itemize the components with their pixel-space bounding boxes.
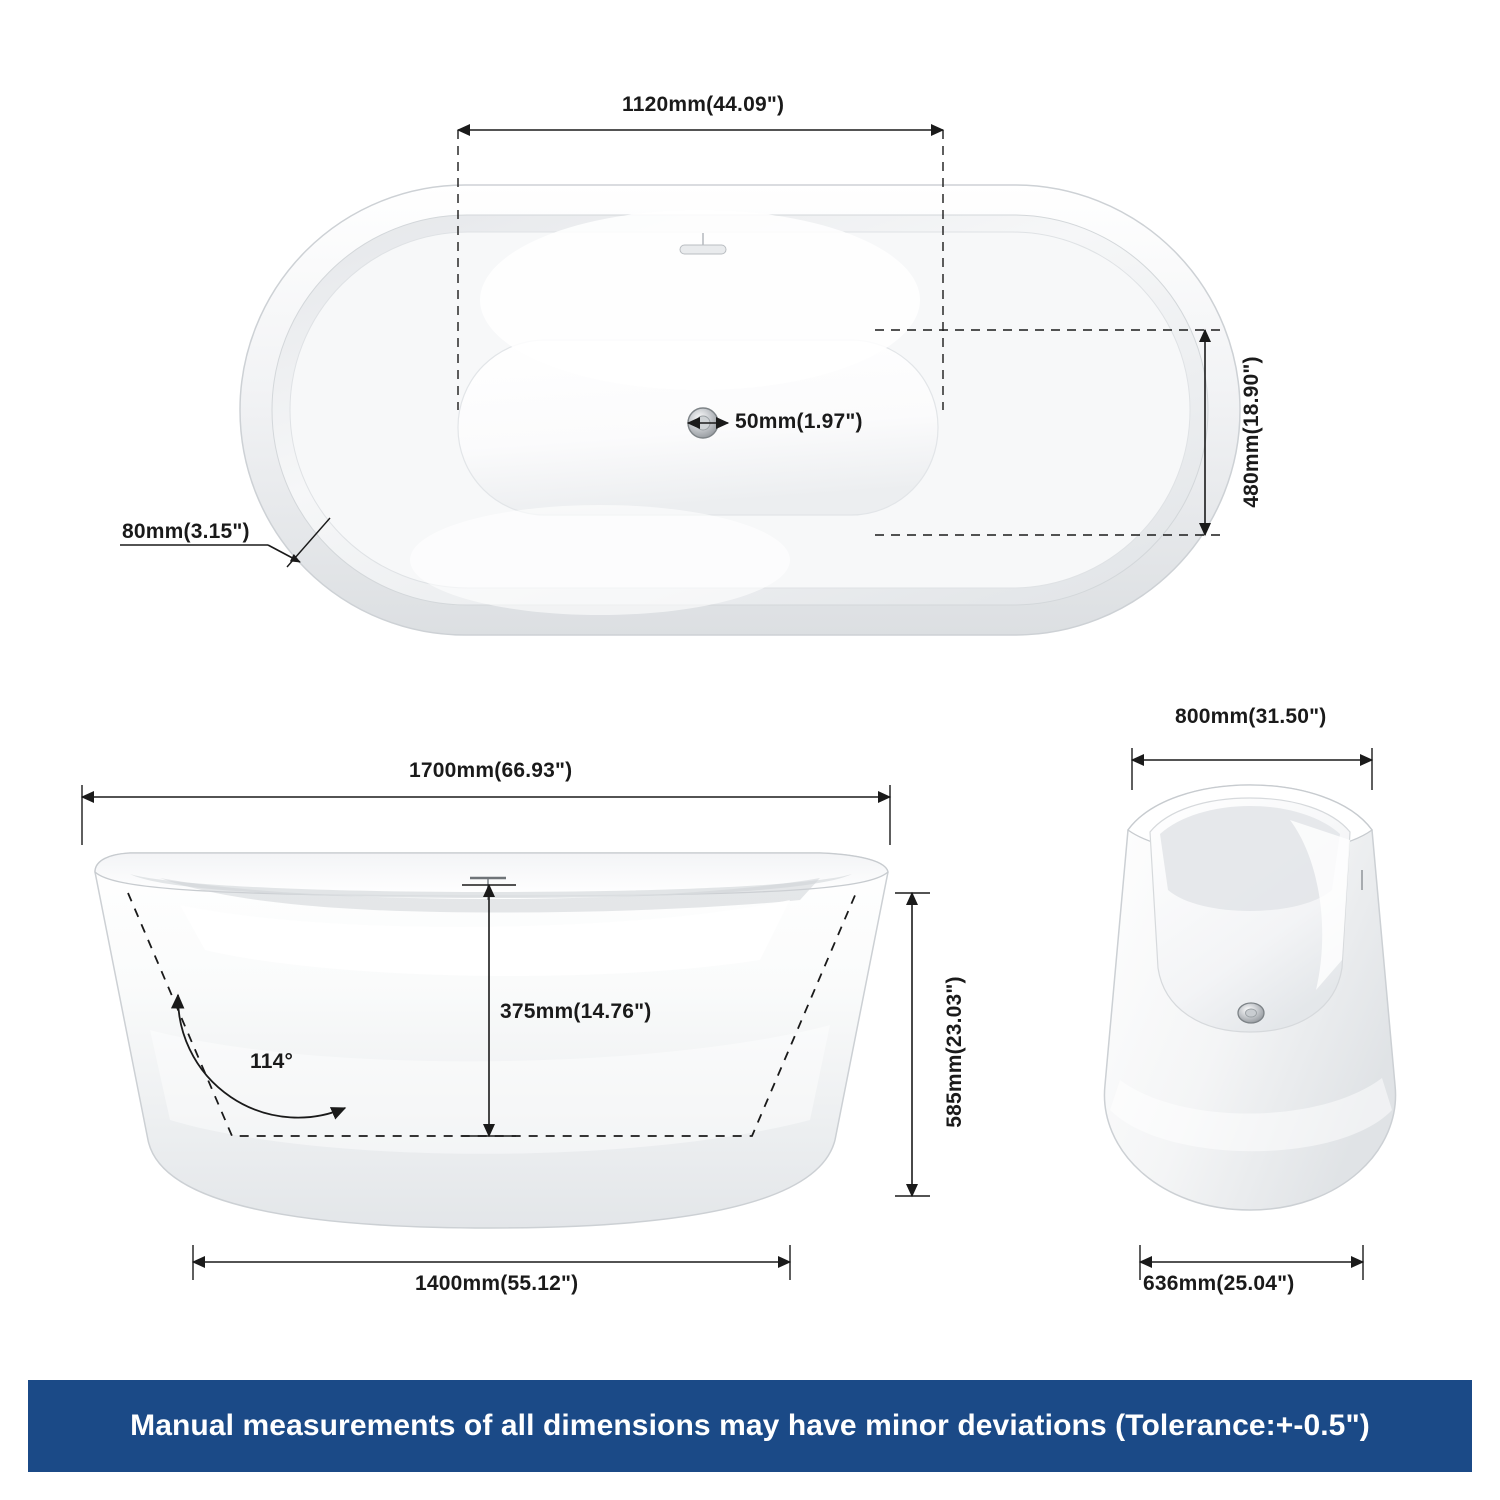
label-rim-thickness: 80mm(3.15") <box>122 520 250 543</box>
label-water-depth: 375mm(14.76") <box>500 1000 652 1023</box>
top-view-highlight-2 <box>410 505 790 615</box>
label-side-base-width: 636mm(25.04") <box>1143 1272 1295 1295</box>
side-view-group <box>1104 748 1395 1280</box>
label-top-width: 1120mm(44.09") <box>622 93 785 116</box>
front-view-group <box>82 785 930 1280</box>
label-side-width: 800mm(31.50") <box>1175 705 1327 728</box>
label-drain-diameter: 50mm(1.97") <box>735 410 863 433</box>
top-view-highlight <box>480 210 920 390</box>
label-overall-height: 585mm(23.03") <box>943 976 966 1128</box>
drain-side-view-inner <box>1246 1009 1257 1017</box>
tolerance-note-text: Manual measurements of all dimensions may have minor deviations (Tolerance:+-0.5") <box>130 1409 1370 1442</box>
top-view-group <box>120 130 1240 635</box>
overflow-slot <box>680 245 726 254</box>
label-front-base-length: 1400mm(55.12") <box>415 1272 579 1295</box>
label-wall-angle: 114° <box>250 1050 294 1073</box>
label-front-length: 1700mm(66.93") <box>409 759 573 782</box>
tolerance-note-banner <box>28 1380 1472 1472</box>
label-top-depth: 480mm(18.90") <box>1240 356 1263 508</box>
